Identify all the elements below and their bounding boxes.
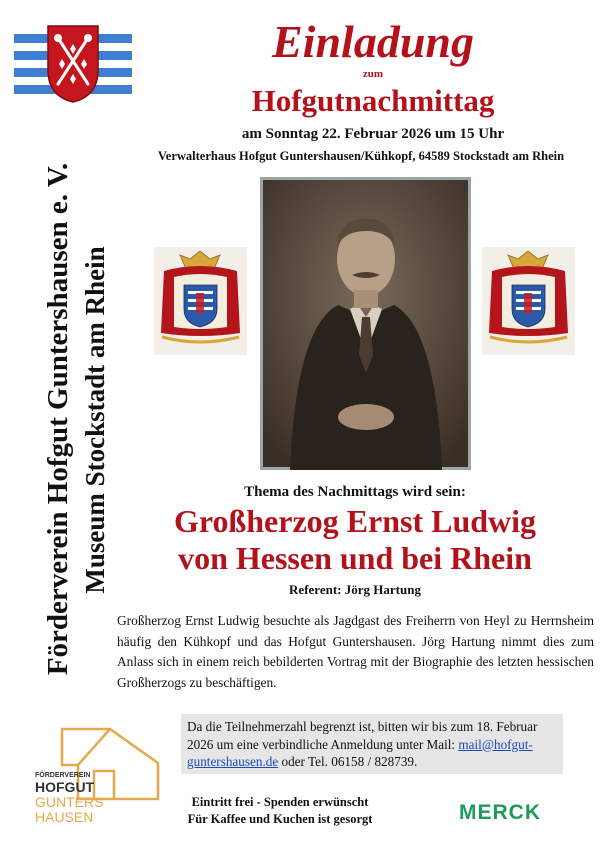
entry-info — [165, 794, 395, 828]
museum-name-vertical: Museum Stockstadt am Rhein — [80, 246, 110, 594]
registration-email-link[interactable]: mail@hofgut-guntershausen.de — [187, 736, 533, 769]
event-date: am Sonntag 22. Februar 2026 um 15 Uhr — [241, 126, 505, 142]
merck-logo-text: MERCK — [459, 801, 541, 823]
merck-logo — [448, 799, 552, 823]
topic-title-line-1: Großherzog Ernst Ludwig — [173, 503, 537, 539]
association-logo — [32, 725, 162, 825]
registration-text: Da die Teilnehmerzahl begrenzt ist, bitten wir bis zum 18. Februar 2026 um eine verbindliche Anmeldung unter Mail: — [187, 719, 538, 752]
grand-ducal-arms-right-icon — [482, 247, 575, 355]
logo-line-1: FÖRDERVEREIN — [35, 772, 91, 779]
speaker: Referent: Jörg Hartung — [289, 582, 421, 597]
registration-phone: oder Tel. 06158 / 828739. — [281, 754, 418, 769]
logo-line-4: HAUSEN — [35, 809, 94, 825]
logo-line-2: HOFGUT — [35, 779, 95, 795]
event-venue: Verwalterhaus Hofgut Guntershausen/Kühkopf, 64589 Stockstadt am Rhein — [157, 149, 565, 163]
entry-info-line-1: Eintritt frei - Spenden erwünscht — [191, 795, 369, 809]
event-name: Hofgutnachmittag — [251, 83, 495, 118]
registration-box — [181, 714, 563, 774]
grand-ducal-arms-left-icon — [154, 247, 247, 355]
topic-title-line-2: von Hessen und bei Rhein — [178, 540, 532, 576]
entry-info-line-2: Für Kaffee und Kuchen ist gesorgt — [187, 812, 373, 826]
description-paragraph: Großherzog Ernst Ludwig besuchte als Jagdgast des Freiherrn von Heyl zu Herrnsheim häufig den Kühkopf und das Hofgut Guntershausen. Jörg Hartung nimmt dies zum Anlass sich in einem reich bebilderten Vortrag mit der Biographie des letzten hessischen Großherzogs zu beschäftigen. — [117, 613, 594, 690]
topic-intro: Thema des Nachmittags wird sein: — [244, 484, 466, 500]
topic-title — [120, 503, 590, 577]
town-coat-of-arms-icon — [14, 24, 132, 104]
association-name-vertical: Förderverein Hofgut Guntershausen e. V. — [42, 162, 74, 676]
invitation-title: Einladung — [272, 16, 474, 67]
portrait-photo — [260, 177, 471, 470]
logo-line-3: GUNTERS — [35, 794, 104, 810]
invitation-connector: zum — [362, 68, 384, 80]
